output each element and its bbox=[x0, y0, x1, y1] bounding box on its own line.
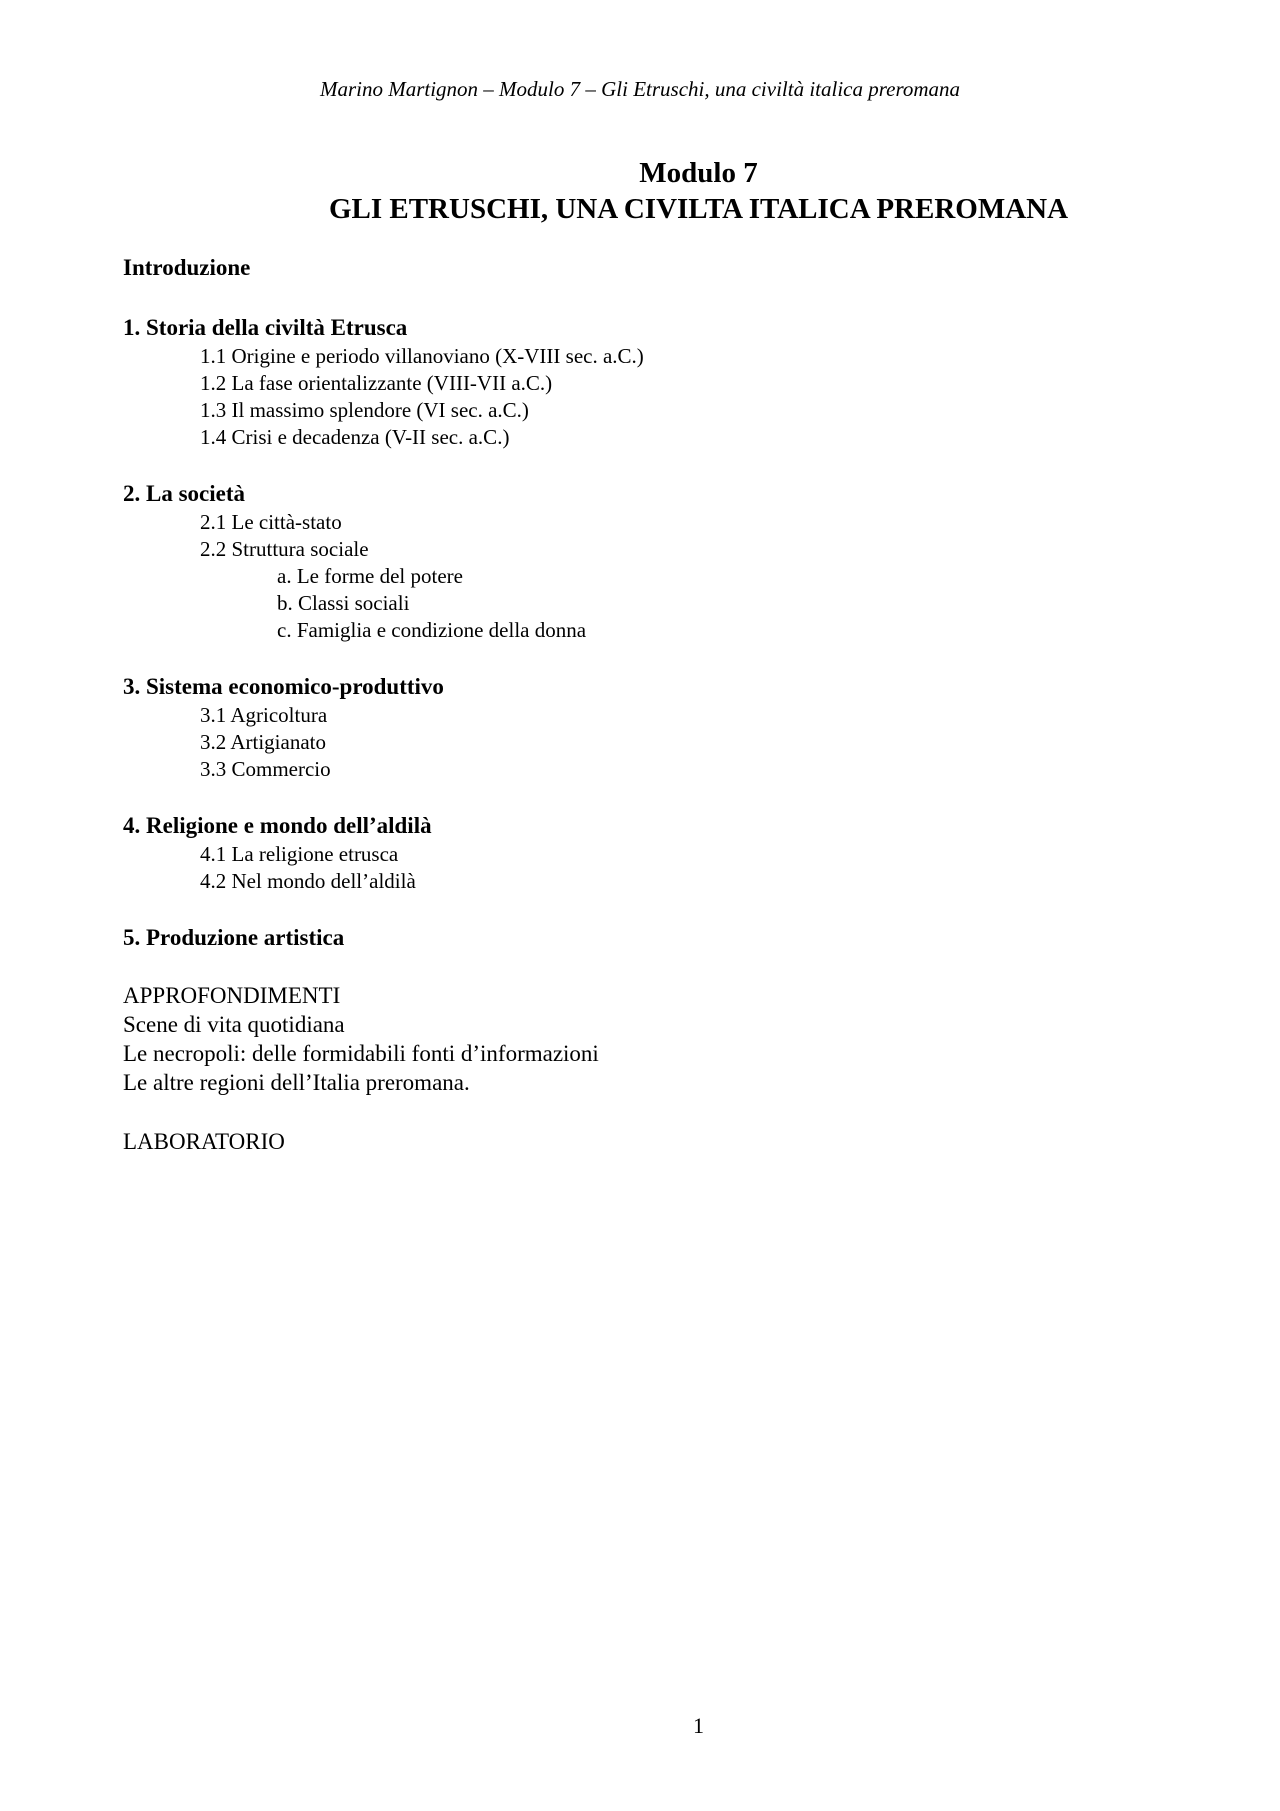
table-of-contents bbox=[123, 253, 1163, 1156]
subsection-item: 2.2 Struttura sociale bbox=[200, 537, 369, 561]
subsection-list bbox=[123, 509, 1163, 563]
subsection-item: 3.3 Commercio bbox=[200, 757, 331, 781]
subsection-item: 1.3 Il massimo splendore (VI sec. a.C.) bbox=[200, 398, 529, 422]
subsection-item: 3.2 Artigianato bbox=[200, 730, 326, 754]
subsubsection-wrapper bbox=[123, 563, 1163, 644]
subsection-item: 4.2 Nel mondo dell’aldilà bbox=[200, 869, 416, 893]
subsection-item: 2.1 Le città-stato bbox=[200, 510, 342, 534]
subsubsection-item: c. Famiglia e condizione della donna bbox=[277, 618, 587, 642]
section-title: 4. Religione e mondo dell’aldilà bbox=[123, 813, 432, 838]
subsection-list bbox=[123, 702, 1163, 783]
subsection-list bbox=[123, 841, 1163, 895]
page-number: 1 bbox=[693, 1713, 704, 1738]
subsection-item: 4.1 La religione etrusca bbox=[200, 842, 399, 866]
section-title: 2. La società bbox=[123, 481, 246, 506]
toc-section-3 bbox=[123, 672, 1163, 783]
section-title: 5. Produzione artistica bbox=[123, 925, 345, 950]
subsection-item: 1.4 Crisi e decadenza (V-II sec. a.C.) bbox=[200, 425, 510, 449]
approfondimenti-title: APPROFONDIMENTI bbox=[123, 983, 341, 1008]
laboratorio-label: LABORATORIO bbox=[123, 1129, 285, 1154]
subsection-item: 1.2 La fase orientalizzante (VIII-VII a.C.) bbox=[200, 371, 553, 395]
toc-section-2 bbox=[123, 479, 1163, 644]
page-title: GLI ETRUSCHI, UNA CIVILTA ITALICA PREROMANA bbox=[328, 193, 1069, 225]
toc-section-1 bbox=[123, 313, 1163, 451]
subsection-item: 1.1 Origine e periodo villanoviano (X-VIII sec. a.C.) bbox=[200, 344, 644, 368]
approfondimenti-item: Scene di vita quotidiana bbox=[123, 1012, 345, 1037]
subsubsection-list bbox=[200, 563, 1163, 644]
subsubsection-item: b. Classi sociali bbox=[277, 591, 410, 615]
section-title: 1. Storia della civiltà Etrusca bbox=[123, 315, 408, 340]
subsubsection-container bbox=[200, 563, 1163, 644]
section-title: 3. Sistema economico-produttivo bbox=[123, 674, 444, 699]
running-header: Marino Martignon – Modulo 7 – Gli Etruschi, una civiltà italica preromana bbox=[319, 77, 961, 101]
approfondimenti-block bbox=[123, 981, 1163, 1097]
module-number: Modulo 7 bbox=[639, 157, 758, 189]
toc-section-4 bbox=[123, 811, 1163, 895]
subsubsection-item: a. Le forme del potere bbox=[277, 564, 463, 588]
subsection-list bbox=[123, 343, 1163, 451]
subsection-item: 3.1 Agricoltura bbox=[200, 703, 328, 727]
approfondimenti-item: Le altre regioni dell’Italia preromana. bbox=[123, 1070, 470, 1095]
approfondimenti-item: Le necropoli: delle formidabili fonti d’informazioni bbox=[123, 1041, 599, 1066]
toc-section-5 bbox=[123, 923, 1163, 953]
toc-introduction: Introduzione bbox=[123, 255, 251, 280]
title-block bbox=[0, 155, 1280, 227]
